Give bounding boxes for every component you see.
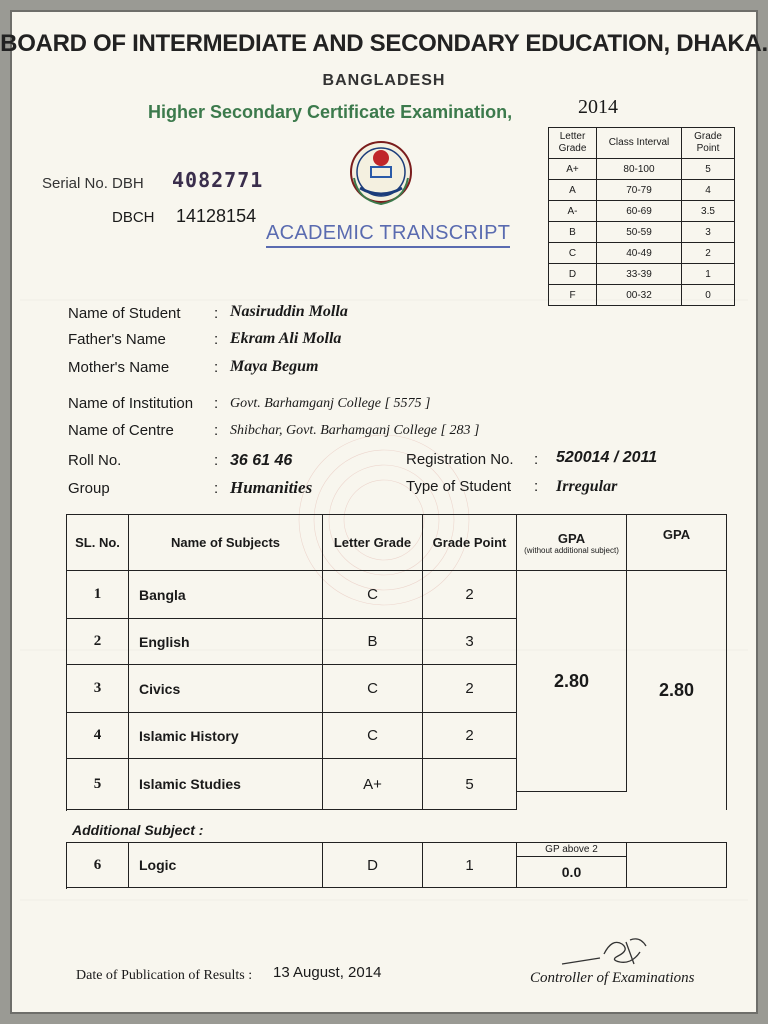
row-subject: Logic [129, 843, 323, 888]
colon: : [214, 395, 219, 412]
gs-cell: A [549, 180, 597, 201]
colon: : [214, 331, 219, 348]
header-grade-point: Grade Point [423, 515, 517, 571]
gs-cell: 5 [682, 159, 735, 180]
dbch-number: 14128154 [176, 206, 257, 226]
gs-row [549, 201, 735, 222]
results-table [66, 514, 727, 811]
centre-name: Shibchar, Govt. Barhamganj College [ 283 ] [230, 423, 480, 438]
additional-subject-table [66, 842, 727, 889]
gs-cell: 2 [682, 243, 735, 264]
gs-header-point: Grade Point [682, 128, 735, 159]
header-gpa1-label: GPA [557, 530, 586, 546]
colon: : [214, 359, 219, 376]
header-gpa1-sub: (without additional subject) [524, 545, 619, 555]
mother-name: Maya Begum [230, 358, 319, 375]
colon: : [534, 451, 539, 468]
row-grade-point: 2 [423, 665, 517, 713]
gs-cell: 1 [682, 264, 735, 285]
row-sl: 1 [67, 571, 129, 619]
gs-cell: 3 [682, 222, 735, 243]
mother-name-label: Mother's Name [68, 359, 170, 376]
gs-header-interval: Class Interval [597, 128, 682, 159]
row-grade-point: 5 [423, 759, 517, 810]
gs-cell: 40-49 [597, 243, 682, 264]
gpa-value: 2.80 [627, 571, 727, 810]
gs-cell: B [549, 222, 597, 243]
gs-cell: 70-79 [597, 180, 682, 201]
colon: : [214, 480, 219, 497]
row-grade-point: 3 [423, 619, 517, 665]
group-value: Humanities [230, 478, 313, 497]
header-letter-grade: Letter Grade [323, 515, 423, 571]
father-name: Ekram Ali Molla [230, 330, 342, 347]
gpa-without-additional-value: 2.80 [517, 571, 627, 792]
gs-row [549, 243, 735, 264]
roll-label: Roll No. [68, 452, 122, 469]
row-grade-point: 2 [423, 713, 517, 759]
row-subject: Bangla [129, 571, 323, 619]
centre-label: Name of Centre [68, 422, 174, 439]
gs-cell: 00-32 [597, 285, 682, 306]
row-grade-point: 1 [423, 843, 517, 888]
gs-cell: C [549, 243, 597, 264]
colon: : [534, 478, 539, 495]
gs-cell: 50-59 [597, 222, 682, 243]
gs-cell: 80-100 [597, 159, 682, 180]
student-type-label: Type of Student [406, 478, 512, 495]
board-title: BOARD OF INTERMEDIATE AND SECONDARY EDUCATION, DHAKA. [0, 30, 768, 57]
exam-name: Higher Secondary Certificate Examination, [148, 102, 513, 122]
gs-row [549, 222, 735, 243]
registration-label: Registration No. [406, 451, 514, 468]
exam-year: 2014 [578, 96, 618, 118]
institution-label: Name of Institution [68, 395, 194, 412]
row-letter-grade: D [323, 843, 423, 888]
student-name-label: Name of Student [68, 305, 181, 322]
gs-cell: 0 [682, 285, 735, 306]
gs-header-letter: Letter Grade [549, 128, 597, 159]
group-label: Group [68, 480, 110, 497]
roll-number: 36 61 46 [230, 452, 293, 469]
registration-number: 520014 / 2011 [556, 449, 658, 466]
row-sl: 2 [67, 619, 129, 665]
additional-subject-label: Additional Subject : [72, 822, 204, 838]
serial-label: Serial No. DBH [42, 175, 144, 192]
controller-of-examinations: Controller of Examinations [530, 970, 695, 986]
gs-cell: 60-69 [597, 201, 682, 222]
colon: : [214, 422, 219, 439]
header-sl: SL. No. [67, 515, 129, 571]
row-grade-point: 2 [423, 571, 517, 619]
institution-name: Govt. Barhamganj College [ 5575 ] [230, 396, 431, 411]
gp-above-label: GP above 2 [517, 843, 627, 857]
row-letter-grade: B [323, 619, 423, 665]
gs-cell: A- [549, 201, 597, 222]
gs-cell: A+ [549, 159, 597, 180]
row-letter-grade: A+ [323, 759, 423, 810]
row-subject: Islamic Studies [129, 759, 323, 810]
row-subject: Islamic History [129, 713, 323, 759]
header-subject: Name of Subjects [129, 515, 323, 571]
serial-number: 4082771 [172, 168, 264, 192]
row-sl: 3 [67, 665, 129, 713]
father-name-label: Father's Name [68, 331, 166, 348]
header-gpa-without-additional [517, 515, 627, 571]
colon: : [214, 452, 219, 469]
gs-cell: 4 [682, 180, 735, 201]
blank-gpa-cell [627, 843, 727, 888]
country-name: BANGLADESH [322, 72, 446, 89]
publication-date-label: Date of Publication of Results : [76, 968, 253, 983]
gp-above-value: 0.0 [517, 857, 627, 888]
board-seal-icon [346, 138, 416, 210]
signature-icon [560, 934, 680, 974]
gs-cell: 33-39 [597, 264, 682, 285]
publication-date: 13 August, 2014 [273, 964, 382, 981]
student-name: Nasiruddin Molla [230, 303, 348, 320]
header-gpa: GPA [627, 515, 727, 571]
row-letter-grade: C [323, 571, 423, 619]
row-sl: 4 [67, 713, 129, 759]
row-subject: English [129, 619, 323, 665]
grading-scale-table [548, 127, 735, 306]
gs-row [549, 285, 735, 306]
student-type: Irregular [556, 478, 618, 495]
row-sl: 5 [67, 759, 129, 810]
gs-row [549, 159, 735, 180]
dbch-label: DBCH [112, 209, 155, 226]
row-sl: 6 [67, 843, 129, 888]
colon: : [214, 305, 219, 322]
row-letter-grade: C [323, 713, 423, 759]
row-subject: Civics [129, 665, 323, 713]
gs-cell: D [549, 264, 597, 285]
academic-transcript-heading: ACADEMIC TRANSCRIPT [266, 222, 510, 248]
gs-cell: 3.5 [682, 201, 735, 222]
row-letter-grade: C [323, 665, 423, 713]
gs-row [549, 264, 735, 285]
gs-cell: F [549, 285, 597, 306]
gs-row [549, 180, 735, 201]
